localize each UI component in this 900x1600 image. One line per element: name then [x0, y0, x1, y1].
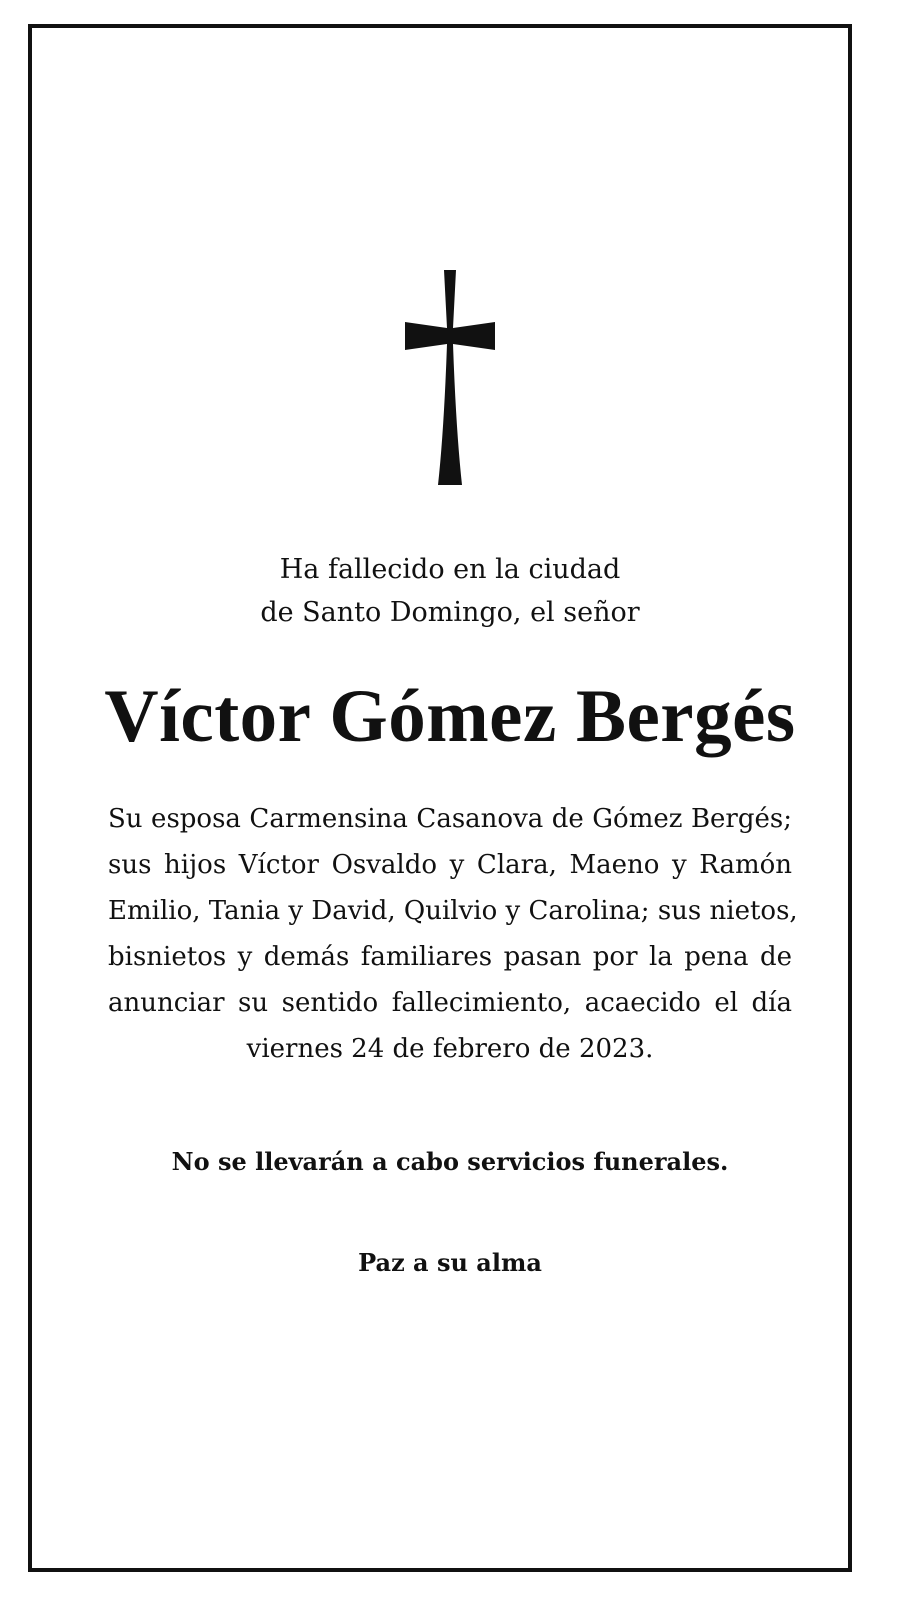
paragraph-line: Su esposa Carmensina Casanova de Gómez Bergés; [108, 804, 792, 834]
intro-line-2: de Santo Domingo, el señor [260, 597, 640, 628]
paragraph-line: bisnietos y demás familiares pasan por la pena de [108, 942, 792, 972]
funeral-note: No se llevarán a cabo servicios funerales. [171, 1147, 729, 1176]
announcement-paragraph [108, 796, 798, 1072]
paragraph-line: Emilio, Tania y David, Quilvio y Carolina; sus nietos, [108, 896, 798, 926]
paragraph-line: anunciar su sentido fallecimiento, acaecido el día [108, 988, 792, 1018]
closing-line: Paz a su alma [358, 1248, 542, 1277]
deceased-name: Víctor Gómez Bergés [104, 675, 796, 758]
intro-text [0, 548, 900, 634]
paragraph-line: sus hijos Víctor Osvaldo y Clara, Maeno y Ramón [108, 850, 792, 880]
intro-line-1: Ha fallecido en la ciudad [279, 554, 621, 585]
latin-cross-icon [395, 270, 505, 485]
paragraph-line: viernes 24 de febrero de 2023. [246, 1034, 654, 1064]
